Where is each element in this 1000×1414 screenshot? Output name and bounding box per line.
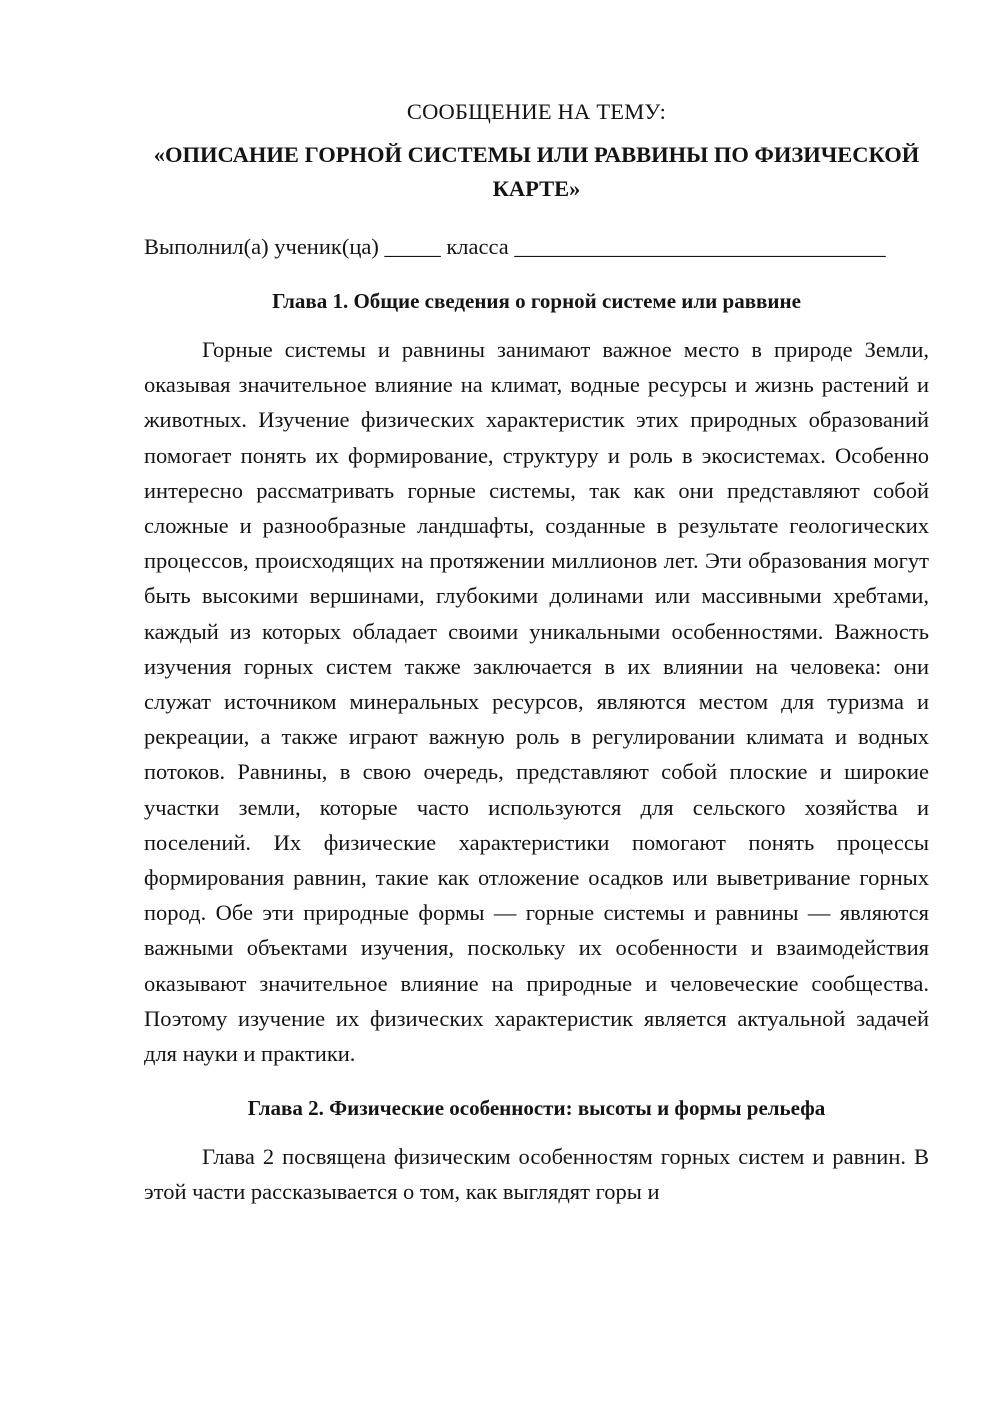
student-info-line: Выполнил(а) ученик(ца) _____ класса _________________________________ <box>144 234 886 259</box>
document-page <box>144 96 929 1210</box>
document-title: «ОПИСАНИЕ ГОРНОЙ СИСТЕМЫ ИЛИ РАВВИНЫ ПО ФИЗИЧЕСКОЙ КАРТЕ» <box>153 142 920 201</box>
chapter-1-heading: Глава 1. Общие сведения о горной системе или раввине <box>272 289 801 313</box>
chapter-2-paragraph: Глава 2 посвящена физическим особенностям горных систем и равнин. В этой части рассказывается о том, как выглядят горы и <box>144 1144 929 1205</box>
chapter-2-heading: Глава 2. Физические особенности: высоты и формы рельефа <box>247 1096 826 1121</box>
document-header: СООБЩЕНИЕ НА ТЕМУ: <box>406 99 667 124</box>
chapter-1-paragraph: Горные системы и равнины занимают важное место в природе Земли, оказывая значительное влияние на климат, водные ресурсы и жизнь растений и животных. Изучение физических характеристик этих природных образований помогает понять их формирование, структуру и роль в экосистемах. Особенно интересно рассматривать горные системы, так как они представляют собой сложные и разнообразные ландшафты, созданные в результате геологических процессов, происходящих на протяжении миллионов лет. Эти образования могут быть высокими вершинами, глубокими долинами или массивными хребтами, каждый из которых обладает своими уникальными особенностями. Важность изучения горных систем также заключается в их влиянии на человека: они служат источником минеральных ресурсов, являются местом для туризма и рекреации, а также играют важную роль в регулировании климата и водных потоков. Равнины, в свою очередь, представляют собой плоские и широкие участки земли, которые часто используются для сельского хозяйства и поселений. Их физические характеристики помогают понять процессы формирования равнин, такие как отложение осадков или выветривание горных пород. Обе эти природные формы — горные системы и равнины — являются важными объектами изучения, поскольку их особенности и взаимодействия оказывают значительное влияние на природные и человеческие сообщества. Поэтому изучение их физических характеристик является актуальной задачей для науки и практики. <box>144 337 929 1067</box>
